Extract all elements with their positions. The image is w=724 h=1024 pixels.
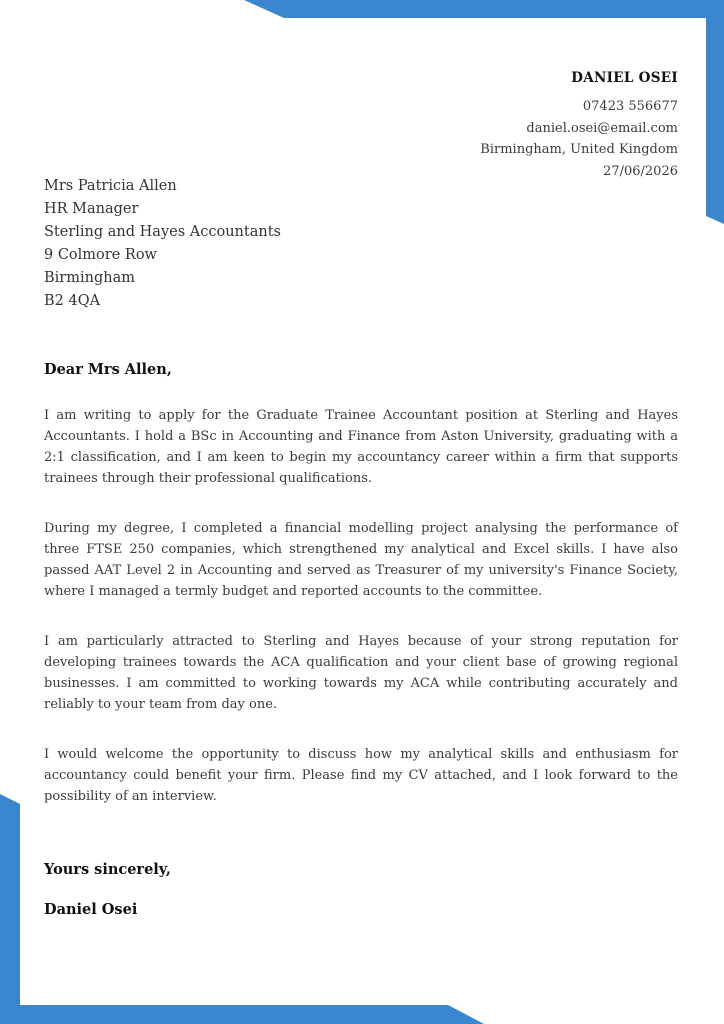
body-paragraph: During my degree, I completed a financial modelling project analysing the performance of three FTSE 250 companies, which strengthened my analytical and Excel skills. I have also passed AAT Level 2 in Accounting and served as Treasurer of my university's Finance Society, where I managed a termly budget and reported accounts to the committee. <box>44 521 678 599</box>
sender-name: DANIEL OSEI <box>571 70 678 86</box>
closing: Yours sincerely, <box>44 861 171 878</box>
sender-details <box>480 70 678 182</box>
letter-body <box>44 405 678 836</box>
recipient-city: Birmingham <box>44 270 135 286</box>
sender-phone: 07423 556677 <box>582 99 678 114</box>
salutation: Dear Mrs Allen, <box>44 361 172 378</box>
recipient-postcode: B2 4QA <box>44 293 101 309</box>
body-paragraph: I am particularly attracted to Sterling and Hayes because of your strong reputation for developing trainees towards the ACA qualification and your client base of growing regional businesses. I am committed to working towards my ACA while contributing accurately and reliably to your team from day one. <box>44 634 678 712</box>
recipient-title: HR Manager <box>44 201 139 217</box>
sender-location: Birmingham, United Kingdom <box>480 142 678 157</box>
body-paragraph: I would welcome the opportunity to discuss how my analytical skills and enthusiasm for accountancy could benefit your firm. Please find my CV attached, and I look forward to the possibility of an interview. <box>44 747 678 804</box>
sender-email: daniel.osei@email.com <box>526 120 678 136</box>
recipient-address <box>44 175 281 313</box>
letter-date: 27/06/2026 <box>603 163 678 179</box>
body-paragraph: I am writing to apply for the Graduate Trainee Accountant position at Sterling and Hayes Accountants. I hold a BSc in Accounting and Finance from Aston University, graduating with a 2:1 classification, and I am keen to begin my accountancy career within a firm that supports trainees through their professional qualifications. <box>44 408 678 486</box>
recipient-company: Sterling and Hayes Accountants <box>44 224 281 240</box>
recipient-name: Mrs Patricia Allen <box>44 178 177 194</box>
recipient-street: 9 Colmore Row <box>44 247 157 263</box>
signature-name: Daniel Osei <box>44 901 138 918</box>
